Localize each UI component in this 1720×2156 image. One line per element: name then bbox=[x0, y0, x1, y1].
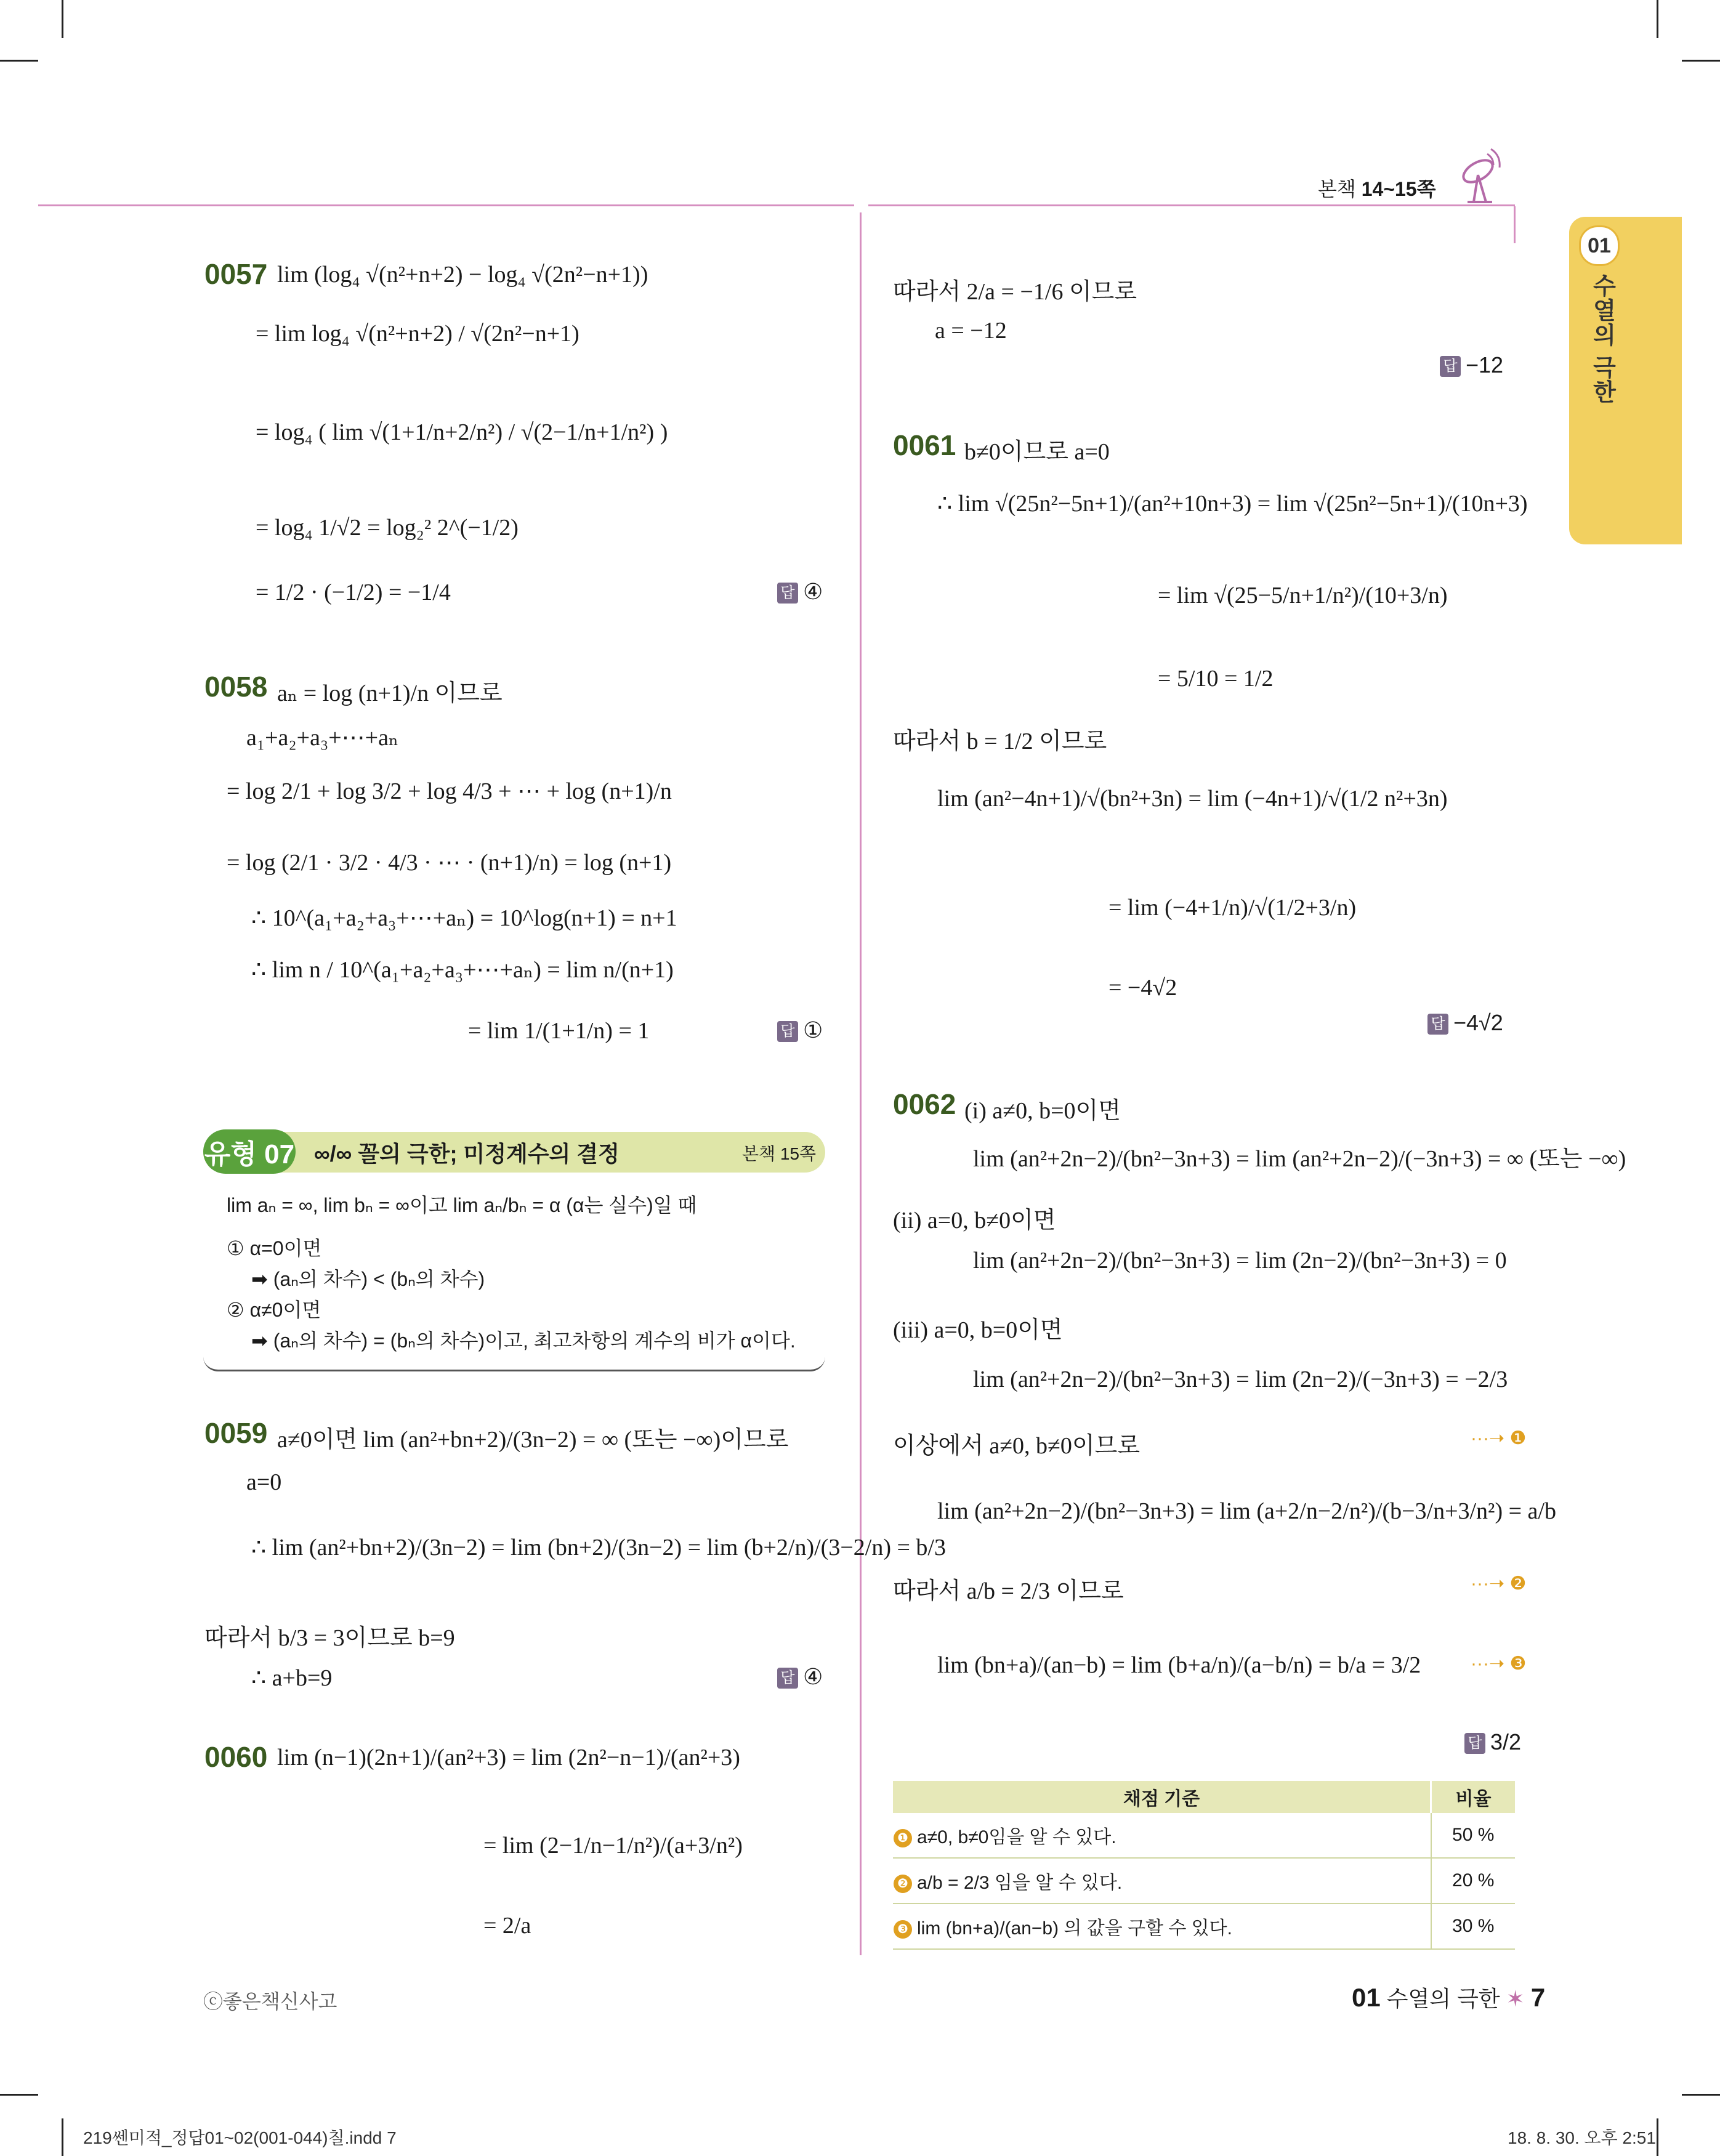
chapter-number: 01 bbox=[1352, 1983, 1381, 2012]
answer-mark: 답 −12 bbox=[1440, 352, 1503, 378]
crop-mark bbox=[0, 60, 38, 62]
star-icon: ✶ bbox=[1506, 1986, 1525, 2011]
solution-line: lim (an²+2n−2)/(bn²−3n+3) = lim (2n−2)/(bn²−3n+3) = 0 bbox=[973, 1248, 1507, 1274]
crop-mark bbox=[1657, 2118, 1658, 2156]
type-line: ② α≠0이면 bbox=[227, 1299, 321, 1321]
solution-line: = 2/a bbox=[483, 1913, 531, 1939]
grading-row-ratio: 20 % bbox=[1431, 1858, 1516, 1904]
problem-number: 0057 bbox=[204, 258, 268, 290]
solution-line: ∴ 10^(a₁+a₂+a₃+⋯+aₙ) = 10^log(n+1) = n+1 bbox=[251, 905, 677, 931]
solution-line: = lim log₄ √(n²+n+2) / √(2n²−n+1) bbox=[256, 321, 579, 347]
solution-line: = lim √(25−5/n+1/n²)/(10+3/n) bbox=[1158, 583, 1448, 608]
solution-line: = log 2/1 + log 3/2 + log 4/3 + ⋯ + log (n+1)/n bbox=[227, 778, 672, 804]
solution-line: 따라서 2/a = −1/6 이므로 bbox=[893, 279, 1137, 305]
frame-top-right bbox=[868, 204, 1515, 206]
solution-line: ∴ lim (an²+bn+2)/(3n−2) = lim (bn+2)/(3n−2) = lim (b+2/n)/(3−2/n) = b/3 bbox=[251, 1535, 946, 1560]
solution-line: ∴ lim n / 10^(a₁+a₂+a₃+⋯+aₙ) = lim n/(n+1) bbox=[251, 957, 674, 983]
chapter-tab bbox=[1569, 217, 1682, 544]
grading-row-text: a/b = 2/3 임을 알 수 있다. bbox=[917, 1873, 1123, 1893]
grading-row-mark: ❷ bbox=[894, 1875, 912, 1893]
problem-number: 0061 bbox=[893, 429, 956, 461]
solution-line: lim (an²+2n−2)/(bn²−3n+3) = lim (a+2/n−2/n²)/(b−3/n+3/n²) = a/b bbox=[937, 1498, 1556, 1524]
solution-line: (i) a≠0, b=0이면 bbox=[964, 1098, 1121, 1124]
frame-top-left bbox=[38, 204, 854, 206]
crop-mark bbox=[62, 0, 63, 38]
type-badge: 유형 07 bbox=[203, 1129, 296, 1174]
problem-number: 0062 bbox=[893, 1088, 956, 1120]
solution-line: = −4√2 bbox=[1108, 975, 1177, 1001]
solution-line: = log (2/1 · 3/2 · 4/3 · ⋯ · (n+1)/n) = log (n+1) bbox=[227, 850, 672, 876]
grading-row-ratio: 30 % bbox=[1431, 1904, 1516, 1949]
crop-mark bbox=[0, 2094, 38, 2096]
crop-mark bbox=[1657, 0, 1658, 38]
chapter-title: 수열의 극한 bbox=[1386, 1986, 1500, 2011]
satellite-dish-icon bbox=[1450, 145, 1506, 207]
solution-line: 따라서 b = 1/2 이므로 bbox=[893, 729, 1107, 754]
solution-line: lim (an²+2n−2)/(bn²−3n+3) = lim (2n−2)/(−3n+3) = −2/3 bbox=[973, 1367, 1508, 1392]
slug-date: 18. 8. 30. 오후 2:51 bbox=[1508, 2128, 1656, 2147]
type-line: ➡ (aₙ의 차수) = (bₙ의 차수)이고, 최고차항의 계수의 비가 α이다. bbox=[251, 1330, 796, 1352]
solution-line: = 5/10 = 1/2 bbox=[1158, 666, 1274, 692]
grading-mark-3: ···➝ ❸ bbox=[1471, 1653, 1527, 1674]
grading-row-text: a≠0, b≠0임을 알 수 있다. bbox=[917, 1827, 1116, 1847]
solution-line: = lim (2−1/n−1/n²)/(a+3/n²) bbox=[483, 1833, 743, 1859]
problem-number: 0059 bbox=[204, 1417, 268, 1449]
solution-line: lim (n−1)(2n+1)/(an²+3) = lim (2n²−n−1)/(an²+3) bbox=[277, 1745, 740, 1770]
solution-line: a = −12 bbox=[935, 318, 1007, 344]
answer-mark: 답 −4√2 bbox=[1427, 1010, 1503, 1036]
crop-mark bbox=[1682, 60, 1720, 62]
solution-line: (ii) a=0, b≠0이면 bbox=[893, 1208, 1056, 1233]
answer-mark: 답 ① bbox=[777, 1017, 823, 1043]
solution-line: ∴ a+b=9 bbox=[251, 1665, 333, 1691]
table-row bbox=[893, 1904, 1515, 1949]
type-reference: 본책 15쪽 bbox=[742, 1144, 817, 1163]
grading-header-criteria: 채점 기준 bbox=[893, 1781, 1431, 1813]
grading-mark-1: ···➝ ❶ bbox=[1471, 1428, 1527, 1448]
crop-mark bbox=[62, 2118, 63, 2156]
solution-line: ∴ lim √(25n²−5n+1)/(an²+10n+3) = lim √(25n²−5n+1)/(10n+3) bbox=[937, 491, 1528, 517]
grading-header-ratio: 비율 bbox=[1431, 1781, 1516, 1813]
grading-row-mark: ❶ bbox=[894, 1829, 912, 1847]
column-divider bbox=[860, 212, 862, 1955]
type-line: ➡ (aₙ의 차수) < (bₙ의 차수) bbox=[251, 1268, 485, 1290]
solution-line: b≠0이므로 a=0 bbox=[964, 439, 1110, 465]
grading-row-ratio: 50 % bbox=[1431, 1813, 1516, 1858]
copyright: ⓒ좋은책신사고 bbox=[203, 1990, 337, 2013]
solution-line: 따라서 a/b = 2/3 이므로 bbox=[893, 1578, 1124, 1604]
type-line: lim aₙ = ∞, lim bₙ = ∞이고 lim aₙ/bₙ = α (α는 실수)일 때 bbox=[227, 1194, 697, 1216]
chapter-tab-number: 01 bbox=[1579, 225, 1620, 266]
solution-line: a≠0이면 lim (an²+bn+2)/(3n−2) = ∞ (또는 −∞)이므로 bbox=[277, 1427, 789, 1453]
solution-line: lim (bn+a)/(an−b) = lim (b+a/n)/(a−b/n) = b/a = 3/2 bbox=[937, 1652, 1421, 1678]
grading-table bbox=[893, 1781, 1515, 1950]
crop-mark bbox=[1682, 2094, 1720, 2096]
solution-line: lim (an²−4n+1)/√(bn²+3n) = lim (−4n+1)/√(1/2 n²+3n) bbox=[937, 786, 1448, 812]
solution-line: = 1/2 · (−1/2) = −1/4 bbox=[256, 579, 451, 605]
page-number: 7 bbox=[1530, 1983, 1546, 2012]
type-line: ① α=0이면 bbox=[227, 1237, 322, 1259]
solution-line: 따라서 b/3 = 3이므로 b=9 bbox=[204, 1625, 455, 1651]
solution-line: lim (log₄ √(n²+n+2) − log₄ √(2n²−n+1)) bbox=[277, 262, 648, 288]
answer-mark: 답 ④ bbox=[777, 579, 823, 605]
type-title: ∞/∞ 꼴의 극한; 미정계수의 결정 bbox=[314, 1141, 620, 1166]
solution-line: = lim (−4+1/n)/√(1/2+3/n) bbox=[1108, 895, 1357, 921]
solution-line: = lim 1/(1+1/n) = 1 bbox=[468, 1018, 650, 1044]
solution-line: a₁+a₂+a₃+⋯+aₙ bbox=[246, 725, 399, 751]
table-row bbox=[893, 1858, 1515, 1904]
problem-number: 0058 bbox=[204, 671, 268, 703]
problem-number: 0060 bbox=[204, 1741, 268, 1773]
answer-mark: 답 3/2 bbox=[1464, 1729, 1521, 1755]
table-row bbox=[893, 1813, 1515, 1858]
answer-mark: 답 ④ bbox=[777, 1664, 823, 1690]
solution-line: 이상에서 a≠0, b≠0이므로 bbox=[893, 1433, 1141, 1459]
grading-row-text: lim (bn+a)/(an−b) 의 값을 구할 수 있다. bbox=[917, 1918, 1232, 1939]
header-reference: 본책 14~15쪽 bbox=[1318, 178, 1436, 200]
solution-line: a=0 bbox=[246, 1469, 282, 1495]
slug-file: 219쎈미적_정답01~02(001-044)칠.indd 7 bbox=[83, 2128, 397, 2147]
solution-line: = log₄ ( lim √(1+1/n+2/n²) / √(2−1/n+1/n²) ) bbox=[256, 419, 668, 445]
grading-mark-2: ···➝ ❷ bbox=[1471, 1573, 1527, 1594]
frame-right-edge bbox=[1514, 206, 1516, 243]
solution-line: = log₄ 1/√2 = log₂² 2^(−1/2) bbox=[256, 515, 519, 541]
solution-line: aₙ = log (n+1)/n 이므로 bbox=[277, 680, 503, 706]
grading-row-mark: ❸ bbox=[894, 1920, 912, 1939]
solution-line: (iii) a=0, b=0이면 bbox=[893, 1317, 1063, 1343]
page-footer bbox=[1352, 1982, 1545, 2013]
solution-line: lim (an²+2n−2)/(bn²−3n+3) = lim (an²+2n−2)/(−3n+3) = ∞ (또는 −∞) bbox=[973, 1146, 1626, 1172]
chapter-tab-title: 수열의 극한 bbox=[1589, 273, 1615, 405]
